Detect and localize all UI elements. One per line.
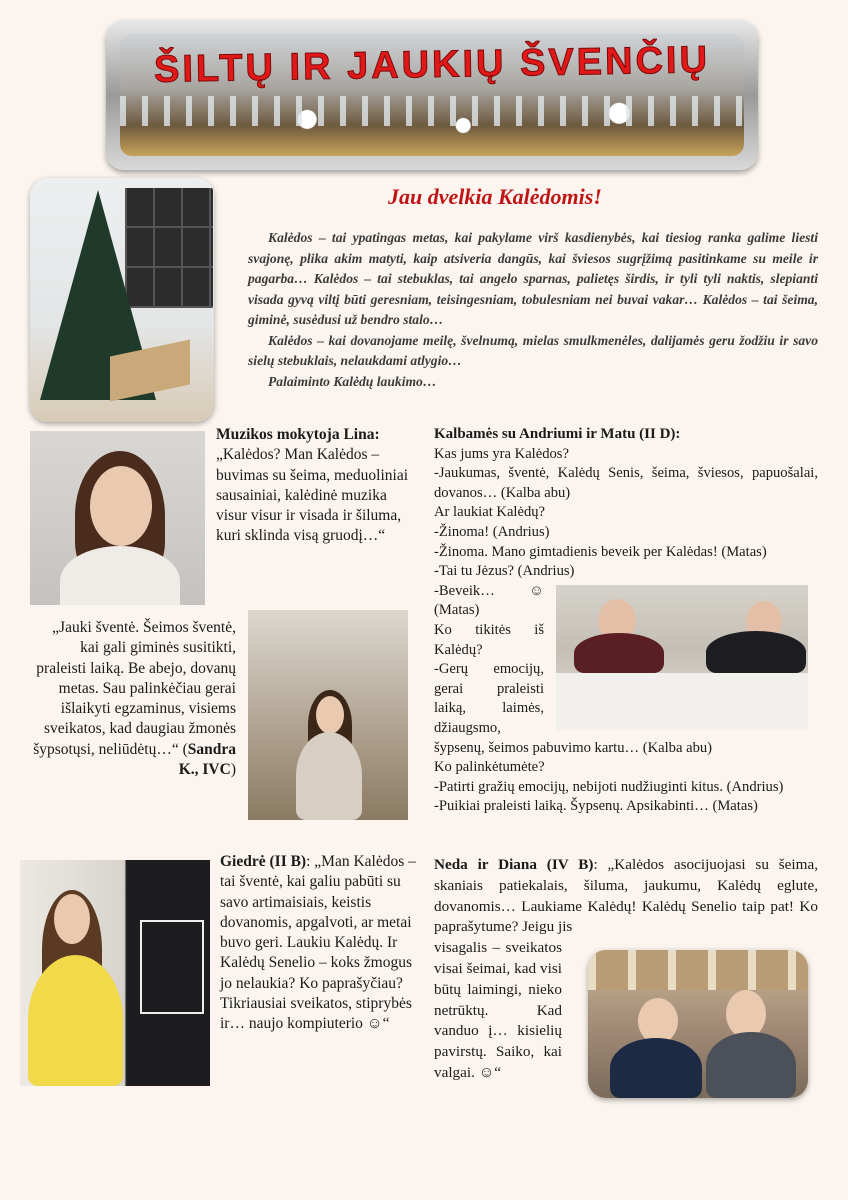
sweater-shape — [706, 1032, 796, 1098]
intro-paragraph: Palaiminto Kalėdų laukimo… — [268, 373, 437, 389]
desk-shape — [556, 673, 808, 730]
interview-line: -Gerų emocijų, gerai praleisti laiką, laimės, džiaugsmo, — [434, 661, 544, 736]
sweater-shape — [28, 955, 123, 1086]
article-intro — [248, 228, 818, 392]
icicles-decoration — [120, 96, 744, 126]
face-shape — [54, 894, 90, 944]
interview-line: -Patirti gražių emocijų, nebijoti nudžiuginti kitus. (Andrius) — [434, 778, 784, 795]
lina-quote: „Kalėdos? Man Kalėdos – buvimas su šeima, meduoliniai sausainiai, kalėdinė muzika visur visur ir visada ir šiluma, kuri sklinda visą gruodį…“ — [216, 446, 409, 545]
neda-name: Neda ir Diana (IV B) — [434, 856, 594, 873]
sandra-name: Sandra K., IVC — [178, 740, 236, 779]
interview-line: -Žinoma! (Andrius) — [434, 523, 550, 540]
interview-heading: Kalbamės su Andriumi ir Matu (II D): — [434, 426, 681, 442]
face-shape — [90, 466, 152, 546]
interview-line: šypsenų, šeimos pabuvimo kartu… (Kalba abu) — [434, 739, 713, 756]
sweater-shape — [610, 1038, 702, 1098]
interview-line: Ko tikitės iš Kalėdų? — [434, 621, 544, 658]
lina-name: Muzikos mokytoja Lina: — [216, 426, 380, 443]
interview-line: -Puikiai praleisti laiką. Šypsenų. Apsikabinti… (Matas) — [434, 798, 758, 815]
interview-line: Ko palinkėtumėte? — [434, 759, 545, 776]
interview-line: -Beveik… ☺ (Matas) — [434, 582, 544, 619]
interview-line: -Žinoma. Mano gimtadienis beveik per Kalėdas! (Matas) — [434, 543, 767, 560]
interview-line: -Jaukumas, šventė, Kalėdų Senis, šeima, šviesos, papuošalai, dovanos… (Kalba abu) — [434, 465, 818, 501]
header-banner — [106, 20, 758, 170]
lina-photo — [30, 431, 205, 605]
banner-image — [120, 34, 744, 156]
article-title: Jau dvelkia Kalėdomis! — [388, 184, 602, 209]
sandra-close: ) — [230, 761, 236, 779]
face-shape — [726, 990, 766, 1038]
intro-paragraph: Kalėdos – tai ypatingas metas, kai pakylame virš kasdienybės, kai tiesiog ranka galime liesti svajonę, plika akim matyti, kaip atsiveria dangūs, kai šviesos sugrįžimą pasitinkame su meile ir pagarba… Kalėdos – tai stebuklas, tai angelo sparnas, palietęs širdis, ir tyli tyli naktis, slepianti visada gyvą viltį būti geresniam, teisingesniam, tobulesniam nei buvai vakar… Kalėdos – tai šeima, giminė, susėdusi už bendro stalo… — [248, 230, 818, 327]
giedre-quote: : „Man Kalėdos – tai šventė, kai galiu pabūti su savo artimaisiais, keistis dovanomis, apgalvoti, ar metai buvo geri. Laukiu Kalėdų. Ir Kalėdų Senelio – koks žmogus jo nelaukia? Ko paprašyčiau? Tikriausiai sveikatos, stiprybės ir… naujo kompiuterio ☺“ — [220, 853, 416, 1033]
interview-line: Ar laukiat Kalėdų? — [434, 504, 546, 521]
intro-paragraph: Kalėdos – kai dovanojame meilę, švelnumą, mielas smulkmenėles, dalijamės geru žodžiu ir savo sielų stebuklais, nelaukdami atlygio… — [248, 332, 818, 368]
sweater-shape — [296, 732, 362, 820]
window-drawing — [140, 920, 204, 1014]
sweater-shape — [574, 633, 664, 673]
sandra-quote: „Jauki šventė. Šeimos šventė, kai gali giminės susitikti, praleisti laiką. Be abejo, dovanų metas. Sau palinkėčiau gerai išlaikyti egzaminus, visiems sveikatos, kad daugiau žmonės šypsotųsi, neliūdėtų…“ ( — [33, 619, 236, 758]
interview-line: Kas jums yra Kalėdos? — [434, 445, 569, 462]
neda-diana-photo — [588, 950, 808, 1098]
andrius-matas-photo — [556, 585, 808, 730]
sweater-shape — [706, 631, 806, 673]
giedre-name: Giedrė (II B) — [220, 853, 307, 870]
giedre-photo — [20, 860, 210, 1086]
lina-quote-block — [216, 425, 416, 547]
banner-title: ŠILTŲ IR JAUKIŲ ŠVENČIŲ — [153, 39, 711, 91]
sandra-photo — [248, 610, 408, 820]
sandra-quote-block — [30, 618, 236, 780]
neda-quote-narrow: visagalis – sveikatos visai šeimai, kad visi būtų laimingi, nieko netrūktų. Kad vanduo į… kisielių pavirstų. Saiko, kai valgai. ☺“ — [434, 939, 562, 1081]
neda-quote-wide: : „Kalėdos asocijuojasi su šeima, skaniais patiekalais, šiluma, jaukumu, Kalėdų eglute, dovanomis… Laukiame Kalėdų! Kalėdų Senelio taip pat! Ko paprašytume? Jeigu jis — [434, 856, 818, 936]
giedre-quote-block — [220, 852, 420, 1035]
coat-rack — [588, 950, 808, 990]
face-shape — [316, 696, 344, 734]
interview-line: -Tai tu Jėzus? (Andrius) — [434, 563, 575, 580]
christmas-tree-photo — [30, 178, 214, 422]
